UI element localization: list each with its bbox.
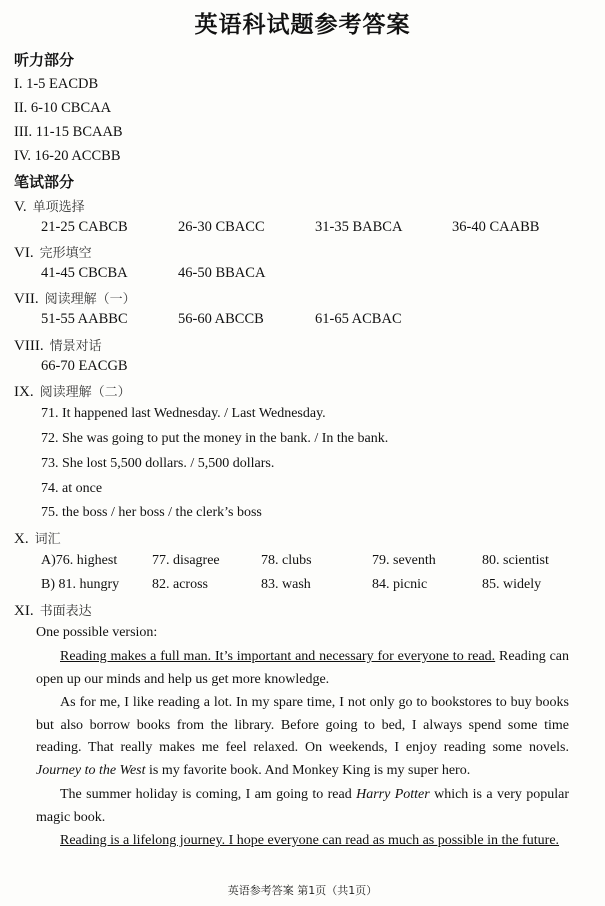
answer-group: 51-55 AABBC	[41, 311, 128, 327]
answer-group: 46-50 BBACA	[178, 265, 266, 281]
short-answer: 71. It happened last Wednesday. / Last Wednesday.	[41, 406, 326, 421]
essay-text: is my favorite book. And Monkey King is my super hero.	[145, 763, 471, 779]
section-x-heading	[14, 528, 61, 548]
section-viii-heading	[14, 335, 102, 355]
page-footer: 英语参考答案 第1页（共1页）	[227, 884, 378, 897]
written-heading: 笔试部分	[14, 173, 75, 191]
vocab-answer: 83. wash	[261, 577, 311, 592]
essay-underlined-sentence: Reading is a lifelong journey. I hope everyone can read as much as possible in the future.	[60, 833, 560, 848]
section-number: VI.	[14, 245, 34, 261]
essay-paragraph-3	[36, 784, 569, 829]
listening-answer-4: IV. 16-20 ACCBB	[14, 148, 121, 164]
section-xi-heading	[14, 600, 92, 620]
vocab-answer: 79. seventh	[372, 553, 436, 568]
essay-text: As for me, I like reading a lot. In my spare time, I not only go to bookstores to buy books but also borrow books from the library. Before going to bed, I always spend some time reading. That really makes me feel relaxed. On weekends, I enjoy reading some novels.	[36, 695, 569, 756]
section-title: 单项选择	[32, 200, 85, 215]
answer-group: 21-25 CABCB	[41, 219, 128, 235]
vocab-answer: A)76. highest	[41, 553, 118, 568]
short-answer: 73. She lost 5,500 dollars. / 5,500 dollars.	[41, 456, 275, 471]
essay-paragraph-2	[36, 692, 569, 783]
vocab-answer: B) 81. hungry	[41, 577, 120, 592]
listening-answer-3: III. 11-15 BCAAB	[14, 124, 123, 140]
listening-heading: 听力部分	[14, 51, 75, 69]
section-v-heading	[14, 196, 85, 216]
answer-group: 31-35 BABCA	[315, 219, 403, 235]
answer-group: 66-70 EACGB	[41, 358, 128, 374]
essay-text: The summer holiday is coming, I am going to read	[60, 787, 357, 802]
section-vii-heading	[14, 288, 136, 308]
book-title: Journey to the West	[36, 763, 146, 779]
section-title: 情景对话	[49, 339, 102, 354]
section-number: IX.	[14, 384, 34, 400]
section-title: 阅读理解（一）	[44, 292, 136, 307]
essay-paragraph-1	[36, 646, 569, 691]
vocab-answer: 80. scientist	[482, 553, 549, 568]
section-title: 书面表达	[39, 604, 92, 619]
answer-group: 61-65 ACBAC	[315, 311, 402, 327]
section-vi-heading	[14, 242, 92, 262]
vocab-answer: 84. picnic	[372, 577, 428, 592]
section-title: 词汇	[34, 532, 61, 547]
answer-group: 56-60 ABCCB	[178, 311, 264, 327]
section-title: 阅读理解（二）	[39, 385, 131, 400]
essay-underlined-sentence: Reading makes a full man. It’s important and necessary for everyone to read.	[60, 649, 496, 664]
answer-group: 26-30 CBACC	[178, 219, 265, 235]
vocab-answer: 78. clubs	[261, 553, 312, 568]
section-number: VIII.	[14, 338, 44, 354]
essay-text: which is a very popular magic book.	[36, 787, 569, 825]
page-title: 英语科试题参考答案	[194, 12, 411, 38]
section-number: V.	[14, 199, 27, 215]
short-answer: 72. She was going to put the money in the bank. / In the bank.	[41, 431, 389, 446]
essay-paragraph-4	[36, 830, 569, 853]
section-number: XI.	[14, 603, 34, 619]
vocab-answer: 85. widely	[482, 577, 542, 592]
section-number: VII.	[14, 291, 39, 307]
answer-group: 36-40 CAABB	[452, 219, 540, 235]
essay-text: Reading can open up our minds and help us get more knowledge.	[36, 649, 569, 687]
essay-intro: One possible version:	[36, 625, 158, 640]
short-answer: 74. at once	[41, 481, 103, 496]
section-number: X.	[14, 531, 29, 547]
listening-answer-1: I. 1-5 EACDB	[14, 76, 99, 92]
answer-group: 41-45 CBCBA	[41, 265, 128, 281]
book-title: Harry Potter	[356, 787, 430, 802]
vocab-answer: 77. disagree	[152, 553, 220, 568]
short-answer: 75. the boss / her boss / the clerk’s boss	[41, 505, 262, 520]
section-title: 完形填空	[39, 246, 92, 261]
listening-answer-2: II. 6-10 CBCAA	[14, 100, 112, 116]
vocab-answer: 82. across	[152, 577, 208, 592]
section-ix-heading	[14, 381, 131, 401]
